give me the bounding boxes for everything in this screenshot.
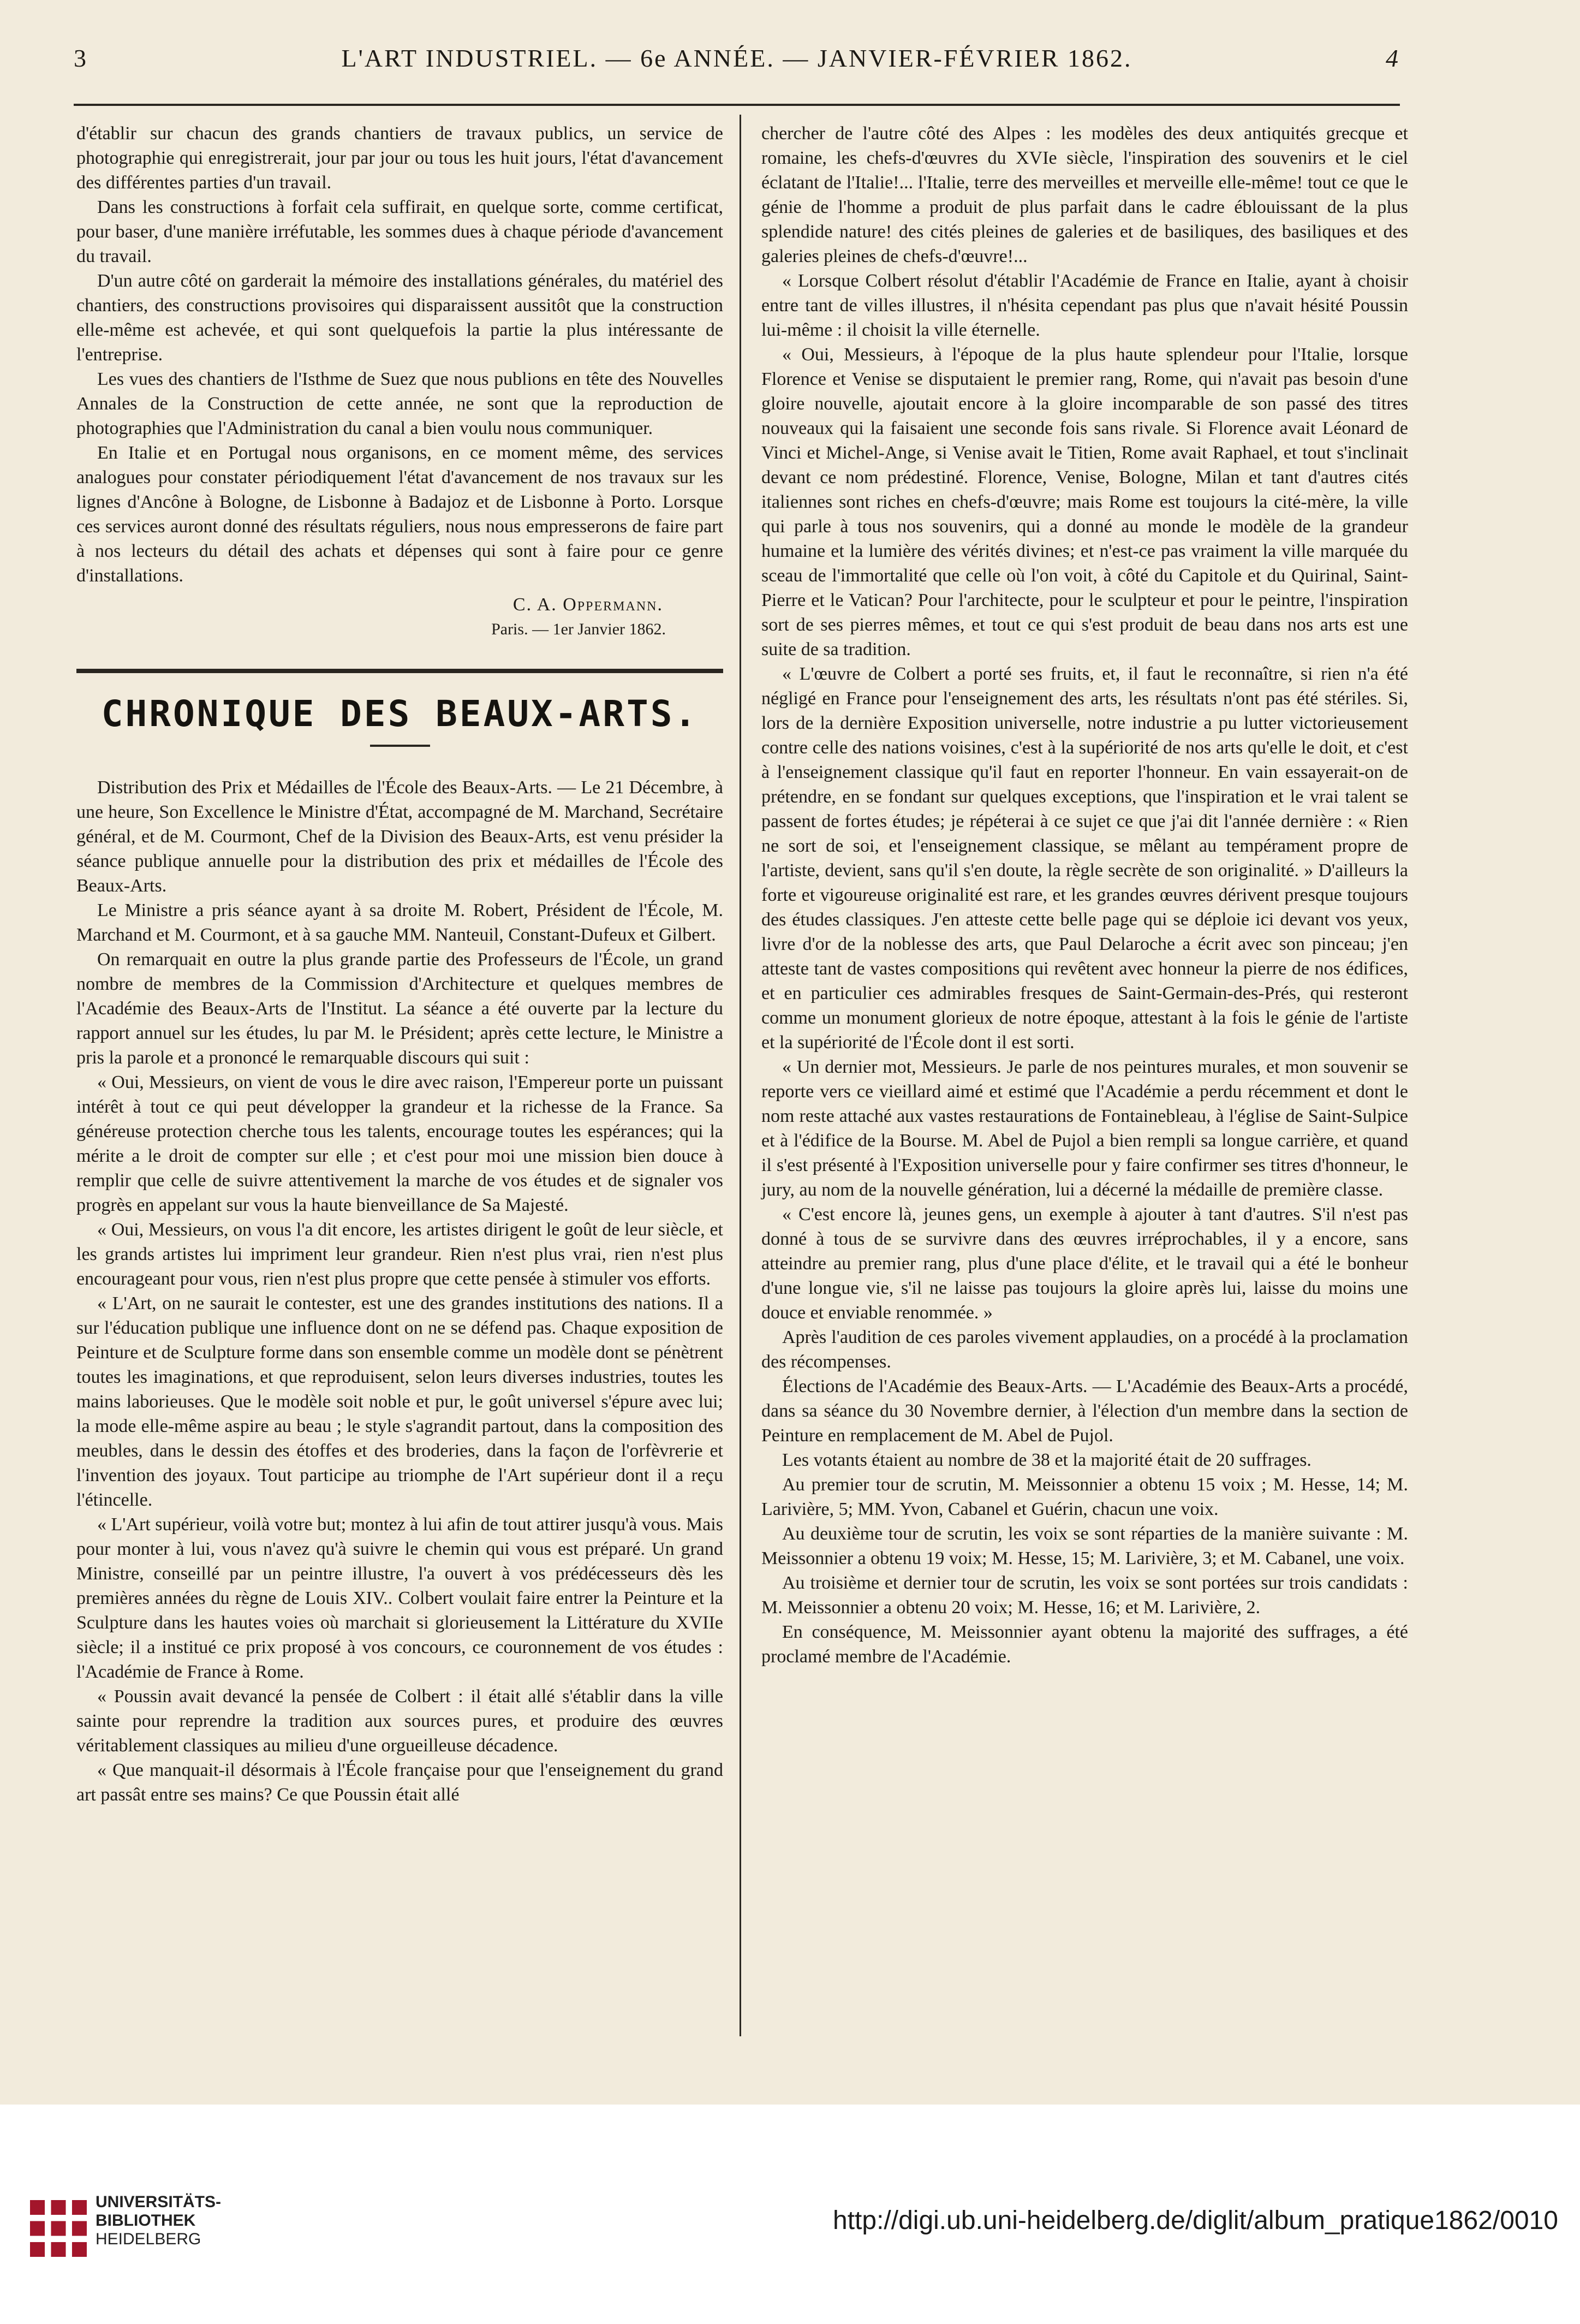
paragraph: « L'œuvre de Colbert a porté ses fruits, et, il faut le reconnaître, si rien n'a été négligé en France pour l'enseignement des arts, les résultats n'ont pas été stériles. Si, lors de la dernière Exposition universelle, notre industrie a pu lutter victorieusement contre celle des nations voisines, c'est à la supériorité de nos arts qu'elle le doit, et c'est à l'enseignement classique qu'il faut en reporter l'honneur. En vain essayerait-on de prétendre, en se fondant sur quelques exceptions, que l'inspiration et le vrai talent se passent de fortes études; je répéterai à ce sujet ce que j'ai dit l'année dernière : « Rien ne sort de soi, et l'enseignement classique, se mêlant au tempérament propre de l'artiste, devient, sans qu'il s'en doute, la règle secrète de son originalité. » D'ailleurs la forte et vigoureuse originalité est rare, et les grandes œuvres dérivent presque toujours des études classiques. J'en atteste cette belle page qui se déploie ici devant vos yeux, livre d'or de la noblesse des arts, que Paul Delaroche a écrit avec son pinceau; j'en atteste tant de vastes compositions qui revêtent avec honneur la pierre de nos édifices, et en particulier ces admirables fresques de Saint-Germain-des-Prés, qui resteront comme un monument glorieux de notre époque, attestant à la fois le génie de l'artiste et la supériorité de l'École dont il est sorti.	[761, 664, 1408, 1053]
section-title: CHRONIQUE DES BEAUX-ARTS.	[101, 693, 699, 735]
logo-line: HEIDELBERG	[96, 2230, 201, 2248]
paragraph: « L'Art supérieur, voilà votre but; montez à lui afin de tout attirer jusqu'à vous. Mais pour monter à lui, vous n'avez qu'à suivre le chemin qui vous est préparé. Un grand Ministre, conseillé par un peintre illustre, l'a ouvert à vos prédécesseurs dès les premières années du règne de Louis XIV.. Colbert voulait faire entrer la Peinture et la Sculpture dans les hautes voies où marchait si glorieusement la Littérature du XVIIe siècle; il a institué ce prix proposé à vos concours, ce couronnement de vos études : l'Académie de France à Rome.	[76, 1514, 723, 1682]
paragraph: « Lorsque Colbert résolut d'établir l'Académie de France en Italie, ayant à choisir entre tant de villes illustres, il n'hésita cependant pas plus que n'avait hésité Poussin lui-même : il choisit la ville éternelle.	[761, 271, 1408, 340]
journal-title: L'ART INDUSTRIEL. — 6e ANNÉE. — JANVIER-FÉVRIER 1862.	[341, 44, 1132, 72]
paragraph: « Un dernier mot, Messieurs. Je parle de nos peintures murales, et mon souvenir se reporte vers ce vieillard aimé et estimé que l'Académie a perdu récemment et dont le nom reste attaché aux vastes restaurations de Fontainebleau, à l'église de Saint-Sulpice et à l'édifice de la Bourse. M. Abel de Pujol a bien rempli sa longue carrière, et quand il s'est présenté à l'Exposition universelle pour y faire confirmer ses titres d'honneur, le jury, au nom de la nouvelle génération, lui a décerné la médaille de première classe.	[761, 1057, 1408, 1200]
paragraph: « Poussin avait devancé la pensée de Colbert : il était allé s'établir dans la ville sainte pour reprendre la tradition aux sources pures, et produire des œuvres véritablement classiques au milieu d'une orgueilleuse décadence.	[76, 1686, 723, 1756]
left-column	[76, 121, 723, 1807]
right-column	[761, 121, 1408, 1669]
logo-line: UNIVERSITÄTS-	[96, 2193, 222, 2211]
running-header	[74, 38, 1400, 82]
header-rule	[74, 104, 1400, 106]
paragraph: « Oui, Messieurs, on vient de vous le dire avec raison, l'Empereur porte un puissant intérêt à tout ce qui peut développer la grandeur et la richesse de la France. Sa généreuse protection cherche tous les talents, encourage toutes les espérances; qui la mérite a le droit de compter sur elle ; et c'est pour moi une mission bien douce à remplir que celle de suivre attentivement la marche de vos études et de signaler vos progrès en appelant sur vous la haute bienveillance de Sa Majesté.	[76, 1072, 723, 1215]
paragraph: Au premier tour de scrutin, M. Meissonnier a obtenu 15 voix ; M. Hesse, 14; M. Larivière, 5; MM. Yvon, Cabanel et Guérin, chacun une voix.	[761, 1475, 1408, 1519]
signature: C. A. Oppermann.	[512, 595, 663, 615]
paragraph: chercher de l'autre côté des Alpes : les modèles des deux antiquités grecque et romaine, les chefs-d'œuvres du XVIe siècle, l'inspiration des souvenirs et le ciel éclatant de l'Italie!... l'Italie, terre des merveilles et merveille elle-même! tout ce que le génie de l'homme a produit de plus parfait dans le cadre éblouissant de la plus splendide nature! des cités pleines de galeries et de basiliques, des basiliques et des galeries pleines de chefs-d'œuvre!...	[761, 123, 1408, 266]
heidelberg-university-library-logo-icon[interactable]	[30, 2200, 87, 2257]
logo-line: BIBLIOTHEK	[96, 2212, 196, 2230]
signature-date: Paris. — 1er Janvier 1862.	[491, 620, 666, 638]
paragraph: Au deuxième tour de scrutin, les voix se sont réparties de la manière suivante : M. Meissonnier a obtenu 19 voix; M. Hesse, 15; M. Larivière, 3; et M. Cabanel, une voix.	[761, 1524, 1408, 1568]
column-separator	[740, 115, 741, 2036]
paragraph: Élections de l'Académie des Beaux-Arts. — L'Académie des Beaux-Arts a procédé, dans sa séance du 30 Novembre dernier, à l'élection d'un membre dans la section de Peinture en remplacement de M. Abel de Pujol.	[761, 1376, 1408, 1446]
paragraph: En conséquence, M. Meissonnier ayant obtenu la majorité des suffrages, a été proclamé membre de l'Académie.	[761, 1622, 1408, 1667]
paragraph: d'établir sur chacun des grands chantiers de travaux publics, un service de photographie qui enregistrerait, jour par jour ou tous les huit jours, l'état d'avancement des différentes parties d'un travail.	[76, 123, 723, 193]
paragraph: Distribution des Prix et Médailles de l'École des Beaux-Arts. — Le 21 Décembre, à une heure, Son Excellence le Ministre d'État, accompagné de M. Marchand, Secrétaire général, et de M. Courmont, Chef de la Division des Beaux-Arts, est venu présider la séance publique annuelle pour la distribution des prix et médailles de l'École des Beaux-Arts.	[76, 777, 723, 896]
paragraph: « Oui, Messieurs, à l'époque de la plus haute splendeur pour l'Italie, lorsque Florence et Venise se disputaient le premier rang, Rome, qui n'avait pas besoin d'une gloire nouvelle, ajoutait encore à la gloire incomparable de son passé des titres nouveaux qui la faisaient une seconde fois sans rivale. Si Florence avait Léonard de Vinci et Michel-Ange, si Venise avait le Titien, Rome avait Raphael, et tout s'inclinait devant ce nom prédestiné. Florence, Venise, Bologne, Milan et tant d'autres cités italiennes sont riches en chefs-d'œuvre; mais Rome est toujours la cité-mère, la ville qui parle à tous nos souvenirs, qui a donné au monde le modèle de la grandeur humaine et la lumière des vérités divines; et n'est-ce pas vraiment la ville marquée du sceau de l'immortalité que celle où l'on voit, à côté du Capitole et du Quirinal, Saint-Pierre et le Vatican? Pour l'architecte, pour le sculpteur et pour le peintre, l'inspiration sort de ses pierres mêmes, et tout ce qui s'est produit de beau dans nos arts est une suite de sa tradition.	[761, 344, 1408, 659]
paragraph: « Que manquait-il désormais à l'École française pour que l'enseignement du grand art passât entre ses mains? Ce que Poussin était allé	[76, 1760, 723, 1805]
source-url[interactable]: http://digi.ub.uni-heidelberg.de/diglit/album_pratique1862/0010	[833, 2206, 1558, 2235]
paragraph: « Oui, Messieurs, on vous l'a dit encore, les artistes dirigent le goût de leur siècle, et les grands artistes lui impriment leur grandeur. Rien n'est plus vrai, rien n'est plus encourageant pour vous, rien n'est plus propre que cette pensée à stimuler vos efforts.	[76, 1220, 723, 1289]
library-name[interactable]	[96, 2193, 221, 2249]
paragraph: Dans les constructions à forfait cela suffirait, en quelque sorte, comme certificat, pour baser, d'une manière irréfutable, les sommes dues à chaque période d'avancement du travail.	[76, 197, 723, 266]
short-rule	[370, 745, 430, 747]
paragraph: « L'Art, on ne saurait le contester, est une des grandes institutions des nations. Il a sur l'éducation publique une influence dont on ne se défend pas. Chaque exposition de Peinture et de Sculpture forme dans son ensemble comme un modèle dont se pénètrent toutes les imaginations, et que reproduisent, selon leurs diverses industries, toutes les mains laborieuses. Que le modèle soit noble et pur, le goût universel s'épure avec lui; la mode elle-même aspire au beau ; le style s'agrandit partout, dans la composition des meubles, dans le dessin des étoffes et des broderies, dans la façon de l'orfèvrerie et l'invention des joyaux. Tout participe au triomphe de l'Art supérieur dont il a reçu l'étincelle.	[76, 1293, 723, 1510]
paragraph: « C'est encore là, jeunes gens, un exemple à ajouter à tant d'autres. S'il n'est pas donné à tous de se survivre dans des œuvres irréprochables, il y a encore, sans atteindre au premier rang, plus d'une place d'élite, et le travail qui a été le bonheur d'une longue vie, s'il ne laisse pas toujours la gloire après lui, laisse du moins une douce et enviable renommée. »	[761, 1204, 1408, 1323]
viewer-footer	[0, 2105, 1580, 2324]
page-number-right: 4	[1386, 44, 1400, 72]
paragraph: D'un autre côté on garderait la mémoire des installations générales, du matériel des chantiers, des constructions provisoires qui disparaissent aussitôt que la construction elle-même est achevée, et qui sont quelquefois la partie la plus intéressante de l'entreprise.	[76, 271, 723, 365]
paragraph: Les vues des chantiers de l'Isthme de Suez que nous publions en tête des Nouvelles Annales de la Construction de cette année, ne sont que la reproduction de photographies que l'Administration du canal a bien voulu nous communiquer.	[76, 369, 723, 438]
paragraph: Les votants étaient au nombre de 38 et la majorité était de 20 suffrages.	[782, 1450, 1311, 1470]
section-rule	[76, 669, 723, 673]
paragraph: On remarquait en outre la plus grande partie des Professeurs de l'École, un grand nombre de membres de la Commission d'Architecture et quelques membres de l'Académie des Beaux-Arts de l'Institut. La séance a été ouverte par la lecture du rapport annuel sur les études, lu par M. le Président; après cette lecture, le Ministre a pris la parole et a prononcé le remarquable discours qui suit :	[76, 949, 723, 1068]
paragraph: Le Ministre a pris séance ayant à sa droite M. Robert, Président de l'École, M. Marchand et M. Courmont, et à sa gauche MM. Nanteuil, Constant-Dufeux et Gilbert.	[76, 900, 723, 945]
paragraph: En Italie et en Portugal nous organisons, en ce moment même, des services analogues pour constater périodiquement l'état d'avancement de nos travaux sur les lignes d'Ancône à Bologne, de Lisbonne à Badajoz et de Lisbonne à Porto. Lorsque ces services auront donné des résultats réguliers, nous nous empresserons de faire part à nos lecteurs du détail des achats et dépenses qui sont à faire pour ce genre d'installations.	[76, 443, 723, 586]
paragraph: Au troisième et dernier tour de scrutin, les voix se sont portées sur trois candidats : M. Meissonnier a obtenu 20 voix; M. Hesse, 16; et M. Larivière, 2.	[761, 1573, 1408, 1618]
paragraph: Après l'audition de ces paroles vivement applaudies, on a procédé à la proclamation des récompenses.	[761, 1327, 1408, 1372]
page-number-left: 3	[74, 44, 88, 72]
